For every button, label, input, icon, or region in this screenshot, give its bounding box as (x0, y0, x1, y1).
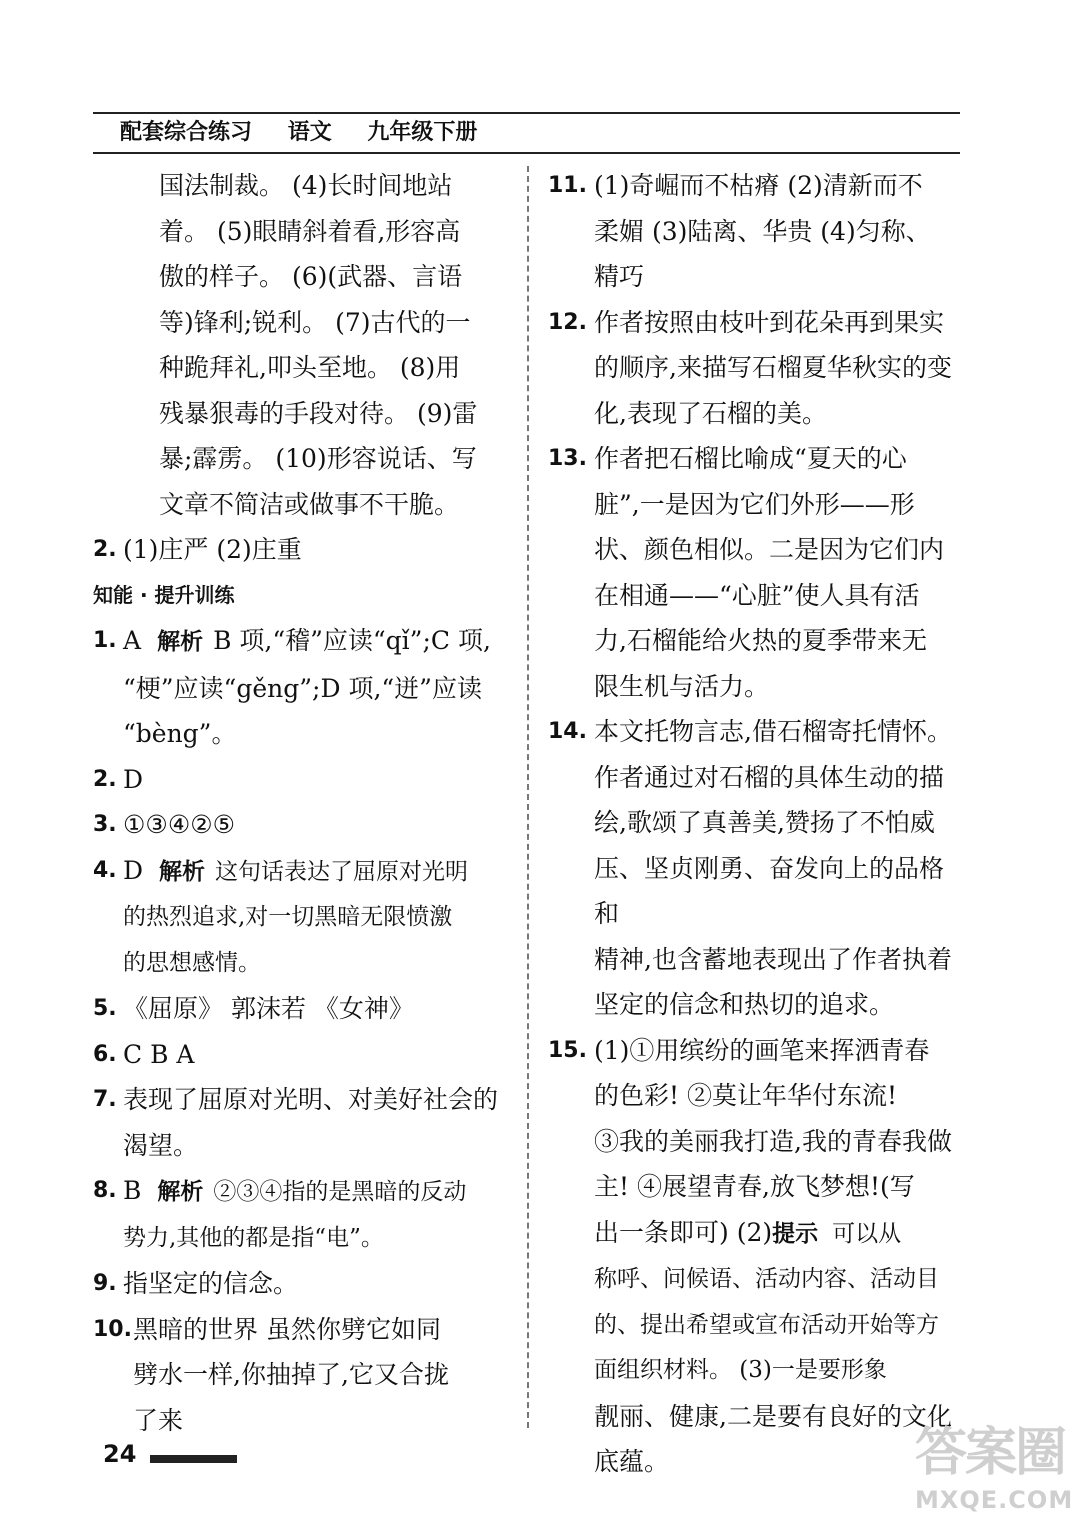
text-line: 势力,其他的都是指“电”。 (123, 1224, 384, 1251)
text-fragment: ②③④指的是黑暗的反动 (213, 1179, 467, 1205)
text-line: 精巧 (594, 262, 645, 291)
text-fragment: B 项,“稽”应读“qǐ”;C 项, (213, 626, 491, 655)
text-line: 坚定的信念和热切的追求。 (594, 990, 895, 1019)
text-line: 的色彩! ②莫让年华付东流! (594, 1081, 898, 1110)
text-fragment: 可以从 (832, 1220, 902, 1247)
text-line: 等)锋利;锐利。 (7)古代的一 (159, 307, 471, 337)
text-line: 本文托物言志,借石榴寄托情怀。 (594, 717, 952, 746)
text-line: 的热烈追求,对一切黑暗无限愤激 (123, 904, 453, 930)
running-header (93, 112, 960, 154)
answer-7 (93, 1077, 505, 1168)
answer-11 (548, 163, 962, 300)
answer-9 (93, 1261, 505, 1307)
answer-number: 9. (93, 1271, 117, 1296)
left-column (93, 163, 505, 1443)
text-line: 国法制裁。 (4)长时间地站 (159, 171, 453, 200)
text-line: 傲的样子。 (6)(武器、言语 (159, 262, 463, 291)
text-line: (1)①用缤纷的画笔来挥洒青春 (594, 1035, 930, 1065)
text-line: 种跪拜礼,叩头至地。 (8)用 (159, 353, 461, 382)
right-column (548, 163, 962, 1485)
text-line: 的顺序,来描写石榴夏华秋实的变 (594, 353, 952, 382)
q1-continuation (93, 163, 505, 527)
analysis-label: 解析 (157, 629, 204, 655)
watermark (915, 1420, 1075, 1530)
answer-number: 15. (548, 1037, 587, 1063)
footer-bar (150, 1455, 237, 1463)
text-line: 底蕴。 (594, 1447, 670, 1476)
subject: 语文 (287, 120, 332, 145)
answer-3 (93, 802, 505, 848)
answer-10 (93, 1307, 505, 1444)
text-line: 着。 (5)眼睛斜着看,形容高 (159, 216, 461, 246)
answer-14 (548, 709, 962, 1028)
text-line: 渴望。 (123, 1130, 199, 1160)
answer-number: 1. (93, 628, 117, 653)
page-number: 24 (103, 1440, 137, 1468)
text-line: 黑暗的世界 虽然你劈它如同 (133, 1314, 441, 1344)
text-line: 压、坚贞刚勇、奋发向上的品格和 (594, 853, 945, 928)
answer-number: 8. (93, 1178, 117, 1203)
answer-number: 11. (548, 173, 587, 198)
text-line: (1)庄严 (2)庄重 (123, 535, 302, 564)
text-line: 《屈原》 郭沫若 《女神》 (123, 994, 414, 1023)
answer-number: 3. (93, 812, 117, 837)
text-line: 靓丽、健康,二是要有良好的文化 (594, 1401, 952, 1431)
text-line: “bèng”。 (123, 719, 237, 748)
text-line: 作者通过对石榴的具体生动的描 (594, 762, 945, 792)
section-heading: 知能 · 提升训练 (93, 582, 235, 607)
answer-number: 7. (93, 1087, 117, 1112)
answer-number: 10. (93, 1316, 132, 1342)
text-line (123, 1168, 505, 1216)
text-line: 作者按照由枝叶到花朵再到果实 (594, 307, 945, 337)
answer-6 (93, 1032, 505, 1078)
answer-5 (93, 986, 505, 1032)
text-line: 指坚定的信念。 (123, 1269, 299, 1298)
text-line: C B A (123, 1039, 195, 1069)
text-line: 暴;霹雳。 (10)形容说话、写 (159, 444, 477, 473)
answer-15 (548, 1028, 962, 1485)
watermark-logo-text: 答案圈 (915, 1423, 1066, 1483)
text-line (123, 618, 505, 666)
text-line: 精神,也含蓄地表现出了作者执着 (594, 944, 952, 974)
text-line: 主! ④展望青春,放飞梦想!(写 (594, 1172, 915, 1201)
grade: 九年级下册 (367, 120, 478, 145)
text-line: 面组织材料。 (3)一是要形象 (594, 1357, 887, 1383)
answer-number: 2. (93, 766, 117, 792)
text-line: (1)奇崛而不枯瘠 (2)清新而不 (594, 171, 923, 200)
watermark-site: MXQE.COM (915, 1486, 1074, 1514)
text-line: ①③④②⑤ (123, 810, 236, 839)
book-title: 配套综合练习 (120, 120, 253, 145)
text-line: 状、颜色相似。二是因为它们内 (594, 535, 945, 564)
text-line: 的、提出希望或宣布活动开始等方 (594, 1311, 939, 1338)
text-fragment: 出一条即可) (2) (594, 1217, 773, 1247)
text-line: 作者把石榴比喻成“夏天的心 (594, 444, 907, 473)
column-divider (527, 166, 529, 1428)
answer-number: 4. (93, 857, 117, 883)
text-line: 绘,歌颂了真善美,赞扬了不怕威 (594, 808, 935, 837)
answer-number: 14. (548, 719, 587, 744)
answer-12 (548, 300, 962, 437)
text-line: D (123, 764, 144, 794)
answer-number: 2. (93, 537, 117, 562)
text-line: 化,表现了石榴的美。 (594, 398, 827, 428)
answer-number: 6. (93, 1041, 117, 1067)
answer-4 (93, 848, 505, 987)
hint-label: 提示 (772, 1220, 819, 1247)
analysis-label: 解析 (159, 858, 206, 885)
text-line: 柔媚 (3)陆离、华贵 (4)匀称、 (594, 216, 931, 246)
answer-1b (93, 618, 505, 757)
answer-letter: D (123, 855, 144, 885)
text-line: 限生机与活力。 (594, 671, 770, 701)
answer-number: 12. (548, 309, 587, 335)
answer-8 (93, 1168, 505, 1261)
text-line: ③我的美丽我打造,我的青春我做 (594, 1126, 952, 1156)
text-line: 力,石榴能给火热的夏季带来无 (594, 626, 927, 655)
text-line: 文章不简洁或做事不干脆。 (159, 489, 460, 519)
answer-number: 13. (548, 446, 587, 471)
answer-2 (93, 527, 505, 573)
text-line: 在相通——“心脏”使人具有活 (594, 580, 920, 610)
answer-letter: A (123, 626, 142, 655)
answer-2b (93, 757, 505, 803)
text-line (594, 1210, 962, 1258)
answer-number: 5. (93, 996, 117, 1021)
text-line: 的思想感情。 (123, 949, 261, 976)
text-line: 了来 (133, 1405, 184, 1435)
text-line: “梗”应读“gěng”;D 项,“迸”应读 (123, 673, 482, 703)
analysis-label: 解析 (157, 1179, 204, 1205)
text-line: 劈水一样,你抽掉了,它又合拢 (133, 1360, 449, 1389)
text-line: 称呼、问候语、活动内容、活动目 (594, 1266, 939, 1292)
text-line (123, 848, 505, 896)
answer-letter: B (123, 1176, 142, 1205)
text-line: 脏”,一是因为它们外形——形 (594, 489, 915, 519)
text-line: 残暴狠毒的手段对待。 (9)雷 (159, 398, 478, 428)
text-line: 表现了屈原对光明、对美好社会的 (123, 1085, 499, 1114)
text-fragment: 这句话表达了屈原对光明 (215, 858, 469, 885)
answer-13 (548, 436, 962, 709)
